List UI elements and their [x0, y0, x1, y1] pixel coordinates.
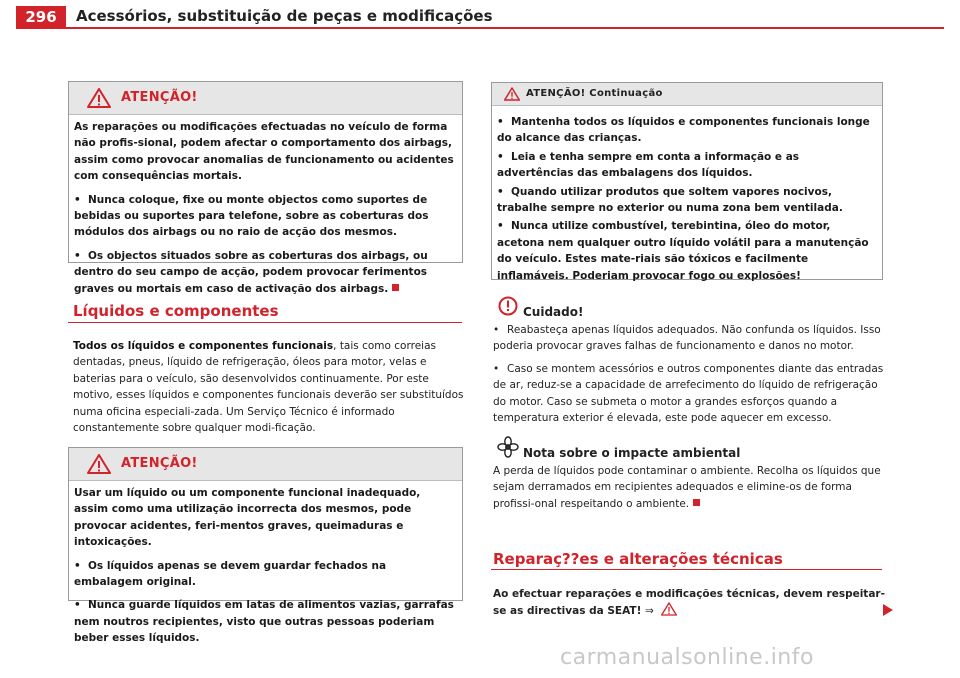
warning-intro: As reparações ou modificações efectuadas no veículo de forma não profis-sional, podem afectar o comportamento dos airbags, assim como provocar anomalias de funcionamento ou acidentes com consequências mortais. [74, 121, 454, 183]
warning-bullet: • Nunca guarde líquidos em latas de alimentos vazias, garrafas nem noutros recipientes, visto que outras pessoas poderiam beber esses líquidos. [74, 599, 454, 645]
watermark: carmanualsonline.info [560, 645, 814, 670]
bullet-icon: • [74, 599, 81, 612]
next-page-arrow-icon[interactable] [882, 603, 894, 617]
warning-title: ATENÇÃO! Continuação [526, 88, 663, 99]
bullet-icon: • [497, 220, 504, 233]
caution-bullet: • Caso se montem acessórios e outros componentes diante das entradas de ar, reduz-se a capacidade de arrefecimento do líquido de refrigeração do motor. Caso se submeta o motor a grandes esforços quando a temperatura exterior é elevada, este pode aquecer em excesso. [493, 362, 884, 425]
chapter-title: Acessórios, substituição de peças e modificações [76, 7, 493, 25]
bullet-icon: • [493, 324, 500, 336]
bullet-icon: • [74, 559, 81, 572]
warning-bullet: • Leia e tenha sempre em conta a informação e as advertências das embalagens dos líquidos. [497, 150, 800, 180]
warning-header [69, 82, 462, 115]
reference-arrow: ⇒ [645, 605, 654, 618]
section-rule [68, 322, 462, 323]
repairs-paragraph: Ao efectuar reparações e modificações técnicas, devem respeitar-se as directivas da SEAT! ⇒ [493, 588, 885, 618]
warning-header [69, 448, 462, 481]
bullet-icon: • [497, 116, 504, 128]
section-title-repairs: Reparaç??es e alterações técnicas [493, 550, 783, 568]
caution-title: Cuidado! [523, 305, 584, 319]
warning-triangle-icon [87, 88, 111, 108]
warning-bullet: • Mantenha todos os líquidos e componentes funcionais longe do alcance das crianças. [497, 116, 870, 145]
warning-box-liquids [68, 447, 463, 645]
section-title-liquids: Líquidos e componentes [73, 302, 279, 320]
warning-title: ATENÇÃO! [121, 456, 198, 471]
warning-reference-icon[interactable] [661, 602, 677, 616]
warning-triangle-icon [87, 454, 111, 474]
section-rule [491, 569, 882, 570]
warning-intro: Usar um líquido ou um componente funcional inadequado, assim como uma utilização incorrecta dos mesmos, pode provocar acidentes, feri-mentos graves, queimaduras e intoxicações. [74, 487, 421, 549]
bullet-icon: • [74, 249, 81, 262]
warning-bullet: • Quando utilizar produtos que soltem vapores nocivos, trabalhe sempre no exterior ou numa zona bem ventilada. [497, 185, 843, 215]
environment-text: A perda de líquidos pode contaminar o ambiente. Recolha os líquidos que sejam derramados em recipientes adequados e elimine-os de forma profissi-onal respeitando o ambiente. [493, 465, 881, 510]
environment-flower-icon [497, 436, 519, 458]
environment-title: Nota sobre o impacte ambiental [523, 446, 741, 460]
warning-bullet: • Os líquidos apenas se devem guardar fechados na embalagem original. [74, 559, 387, 589]
warning-triangle-icon [504, 87, 520, 101]
bullet-icon: • [74, 193, 81, 206]
warning-header [492, 83, 882, 106]
end-square-icon [693, 499, 700, 506]
warning-bullet: • Os objectos situados sobre as coberturas dos airbags, ou dentro do seu campo de acção, podem provocar ferimentos graves ou mortais em caso de activação dos airbags. [74, 249, 428, 295]
header-rule [16, 27, 944, 29]
warning-box-continuation [491, 82, 883, 280]
caution-body [493, 322, 885, 432]
caution-bullet: • Reabasteça apenas líquidos adequados. Não confunda os líquidos. Isso poderia provocar graves falhas de funcionamento e danos no motor. [493, 324, 881, 353]
bullet-icon: • [497, 150, 504, 163]
warning-bullet: • Nunca utilize combustível, terebintina, óleo do motor, acetona nem qualquer outro líquido volátil para a manutenção do veículo. Estes mate-riais são tóxicos e facilmente inflamáveis. Poderiam provocar fogo ou explosões! [497, 220, 869, 282]
bullet-icon: • [497, 185, 504, 198]
end-square-icon [392, 284, 399, 291]
warning-bullet: • Nunca coloque, fixe ou monte objectos como suportes de bebidas ou suportes para telefone, sobre as coberturas dos módulos dos airbags ou no raio de acção dos mesmos. [74, 193, 429, 239]
page-header [0, 0, 960, 28]
caution-icon [498, 296, 518, 316]
warning-box-airbags [68, 81, 463, 295]
warning-title: ATENÇÃO! [121, 90, 198, 105]
liquids-paragraph: Todos os líquidos e componentes funcionais, tais como correias dentadas, pneus, líquido de refrigeração, óleos para motor, velas e baterias para o veículo, são desenvolvidos continuamente. Por este motivo, esses líquidos e componentes funcionais deverão ser substituídos numa oficina especiali-zada. Um Serviço Técnico é informado constantemente sobre qualquer modi-ficação. [73, 340, 464, 435]
page-number: 296 [16, 6, 66, 28]
bullet-icon: • [493, 362, 500, 375]
